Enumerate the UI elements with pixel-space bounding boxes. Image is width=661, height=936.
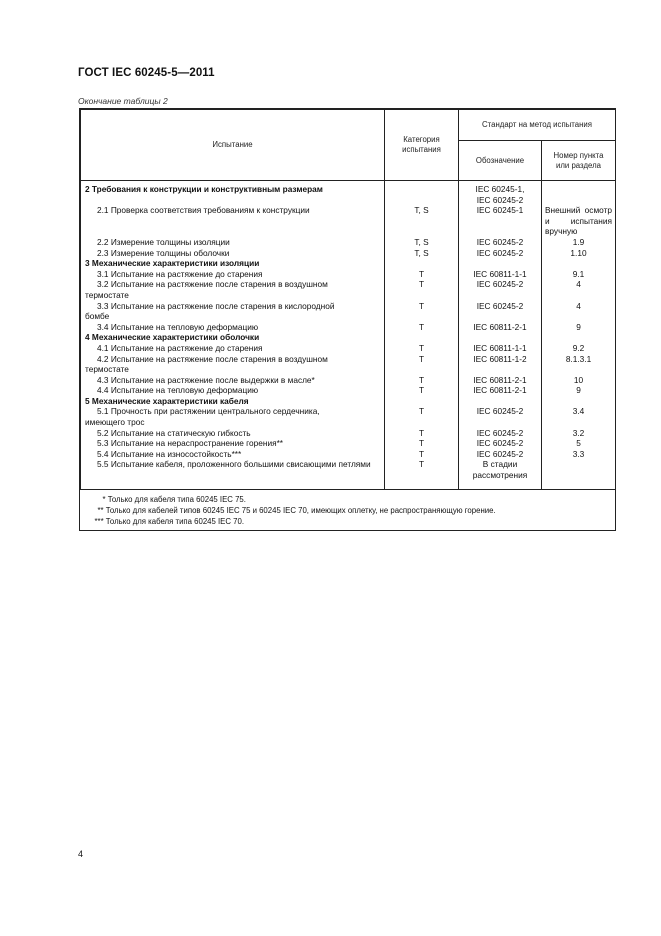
row-category-cell: T: [385, 343, 459, 354]
table-row: [81, 205, 616, 237]
row-clause-cell: [542, 364, 616, 375]
row-clause-cell: 10: [542, 375, 616, 386]
table-row: [81, 248, 616, 259]
footnotes: [81, 489, 616, 530]
table-row: [81, 438, 616, 449]
row-designation-cell: IEC 60245-2: [459, 428, 542, 439]
row-test-cell: 4.3 Испытание на растяжение после выдержки в масле*: [81, 375, 385, 386]
row-clause-cell: [542, 459, 616, 480]
row-clause-cell: [542, 195, 616, 206]
table-row: [81, 406, 616, 417]
row-designation-cell: [459, 364, 542, 375]
row-category-cell: [385, 417, 459, 428]
table-caption: Окончание таблицы 2: [78, 96, 168, 106]
row-category-cell: T: [385, 354, 459, 365]
row-designation-cell: [459, 396, 542, 407]
row-test-cell: 3.3 Испытание на растяжение после старения в кислородной: [81, 301, 385, 312]
row-designation-cell: IEC 60811-1-2: [459, 354, 542, 365]
row-test-cell: 5 Механические характеристики кабеля: [81, 396, 385, 407]
row-test-cell: 3 Механические характеристики изоляции: [81, 258, 385, 269]
row-test-cell: 2 Требования к конструкции и конструктивным размерам: [81, 181, 385, 195]
row-category-cell: [385, 290, 459, 301]
row-designation-cell: В стадии рассмотрения: [459, 459, 542, 480]
row-test-cell: термостате: [81, 290, 385, 301]
row-designation-cell: IEC 60245-2: [459, 301, 542, 312]
row-category-cell: T: [385, 301, 459, 312]
row-category-cell: T: [385, 459, 459, 480]
row-category-cell: [385, 181, 459, 195]
table-row: [81, 195, 616, 206]
row-clause-cell: 9: [542, 385, 616, 396]
row-category-cell: T: [385, 375, 459, 386]
row-test-cell: 3.4 Испытание на тепловую деформацию: [81, 322, 385, 333]
row-designation-cell: IEC 60245-2: [459, 279, 542, 290]
table-row: [81, 449, 616, 460]
row-designation-cell: IEC 60811-2-1: [459, 322, 542, 333]
row-clause-cell: 3.4: [542, 406, 616, 417]
table-row: [81, 459, 616, 480]
row-clause-cell: 8.1.3.1: [542, 354, 616, 365]
row-designation-cell: IEC 60245-2: [459, 195, 542, 206]
table-row: [81, 354, 616, 365]
row-test-cell: 5.4 Испытание на износостойкость***: [81, 449, 385, 460]
row-category-cell: T, S: [385, 237, 459, 248]
table-row: [81, 301, 616, 312]
table-row: [81, 258, 616, 269]
table-row: [81, 364, 616, 375]
row-test-cell: 5.3 Испытание на нераспространение горения**: [81, 438, 385, 449]
row-test-cell: 5.5 Испытание кабеля, проложенного большими свисающими петлями: [81, 459, 385, 480]
row-designation-cell: IEC 60811-1-1: [459, 269, 542, 280]
row-category-cell: [385, 364, 459, 375]
row-category-cell: [385, 195, 459, 206]
row-category-cell: T, S: [385, 248, 459, 259]
row-category-cell: T, S: [385, 205, 459, 237]
row-clause-cell: [542, 396, 616, 407]
footnote-1: * Только для кабеля типа 60245 IEC 75.: [102, 494, 246, 504]
page-number: 4: [78, 849, 84, 859]
row-designation-cell: IEC 60245-2: [459, 406, 542, 417]
row-category-cell: T: [385, 449, 459, 460]
footnote-3: *** Только для кабеля типа 60245 IEC 70.: [94, 516, 244, 526]
row-category-cell: T: [385, 438, 459, 449]
row-test-cell: 2.1 Проверка соответствия требованиям к конструкции: [81, 205, 385, 237]
row-designation-cell: IEC 60245-2: [459, 237, 542, 248]
row-test-cell: 3.2 Испытание на растяжение после старения в воздушном: [81, 279, 385, 290]
row-clause-cell: [542, 332, 616, 343]
row-clause-cell: 5: [542, 438, 616, 449]
table-row: [81, 417, 616, 428]
table-row: [81, 237, 616, 248]
row-designation-cell: [459, 332, 542, 343]
row-category-cell: T: [385, 279, 459, 290]
row-designation-cell: IEC 60245-1,: [459, 181, 542, 195]
test-table: [79, 108, 616, 531]
table-row: [81, 290, 616, 301]
table-row: [81, 311, 616, 322]
row-category-cell: T: [385, 385, 459, 396]
row-test-cell: имеющего трос: [81, 417, 385, 428]
row-category-cell: T: [385, 406, 459, 417]
row-category-cell: T: [385, 322, 459, 333]
row-designation-cell: IEC 60245-2: [459, 438, 542, 449]
row-test-cell: 4.1 Испытание на растяжение до старения: [81, 343, 385, 354]
row-clause-cell: 1.10: [542, 248, 616, 259]
row-clause-cell: [542, 181, 616, 195]
table-row: [81, 385, 616, 396]
row-test-cell: бомбе: [81, 311, 385, 322]
row-test-cell: 4 Механические характеристики оболочки: [81, 332, 385, 343]
row-designation-cell: IEC 60245-1: [459, 205, 542, 237]
row-test-cell: 5.1 Прочность при растяжении центрального сердечника,: [81, 406, 385, 417]
table-row: [81, 279, 616, 290]
row-clause-cell: 4: [542, 301, 616, 312]
col-header-standard: Стандарт на метод испытания: [459, 110, 616, 141]
row-test-cell: 4.4 Испытание на тепловую деформацию: [81, 385, 385, 396]
table-row: [81, 322, 616, 333]
row-clause-cell: 9.2: [542, 343, 616, 354]
row-category-cell: [385, 332, 459, 343]
row-clause-cell: 9.1: [542, 269, 616, 280]
row-test-cell: 3.1 Испытание на растяжение до старения: [81, 269, 385, 280]
table-row: [81, 375, 616, 386]
row-designation-cell: [459, 290, 542, 301]
col-header-category: Категория испытания: [385, 110, 459, 181]
row-test-cell: [81, 195, 385, 206]
row-designation-cell: IEC 60245-2: [459, 248, 542, 259]
row-designation-cell: IEC 60811-2-1: [459, 375, 542, 386]
row-test-cell: 2.2 Измерение толщины изоляции: [81, 237, 385, 248]
row-clause-cell: [542, 290, 616, 301]
row-clause-cell: Внешний осмотр и испытания вручную: [542, 205, 616, 237]
row-designation-cell: IEC 60811-2-1: [459, 385, 542, 396]
row-clause-cell: [542, 417, 616, 428]
row-clause-cell: [542, 311, 616, 322]
row-test-cell: 2.3 Измерение толщины оболочки: [81, 248, 385, 259]
col-header-clause: Номер пункта или раздела: [542, 141, 616, 181]
table-row: [81, 181, 616, 195]
row-clause-cell: 9: [542, 322, 616, 333]
table-row: [81, 332, 616, 343]
row-clause-cell: 3.2: [542, 428, 616, 439]
row-designation-cell: IEC 60811-1-1: [459, 343, 542, 354]
col-header-test: Испытание: [81, 110, 385, 181]
row-clause-cell: [542, 258, 616, 269]
row-category-cell: [385, 258, 459, 269]
col-header-designation: Обозначение: [459, 141, 542, 181]
footnote-2: ** Только для кабелей типов 60245 IEC 75 и 60245 IEC 70, имеющих оплетку, не распространяющую горение.: [97, 505, 496, 515]
table-row: [81, 343, 616, 354]
table-row: [81, 428, 616, 439]
row-category-cell: [385, 311, 459, 322]
row-category-cell: [385, 396, 459, 407]
row-designation-cell: [459, 311, 542, 322]
row-category-cell: T: [385, 428, 459, 439]
row-category-cell: T: [385, 269, 459, 280]
row-clause-cell: 4: [542, 279, 616, 290]
row-clause-cell: 1.9: [542, 237, 616, 248]
document-header: ГОСТ IEC 60245-5—2011: [78, 67, 215, 79]
row-test-cell: термостате: [81, 364, 385, 375]
row-designation-cell: [459, 258, 542, 269]
row-designation-cell: [459, 417, 542, 428]
row-designation-cell: IEC 60245-2: [459, 449, 542, 460]
table-row: [81, 269, 616, 280]
row-test-cell: 4.2 Испытание на растяжение после старения в воздушном: [81, 354, 385, 365]
row-clause-cell: 3.3: [542, 449, 616, 460]
table-row: [81, 396, 616, 407]
row-test-cell: 5.2 Испытание на статическую гибкость: [81, 428, 385, 439]
table-body: [81, 181, 616, 490]
